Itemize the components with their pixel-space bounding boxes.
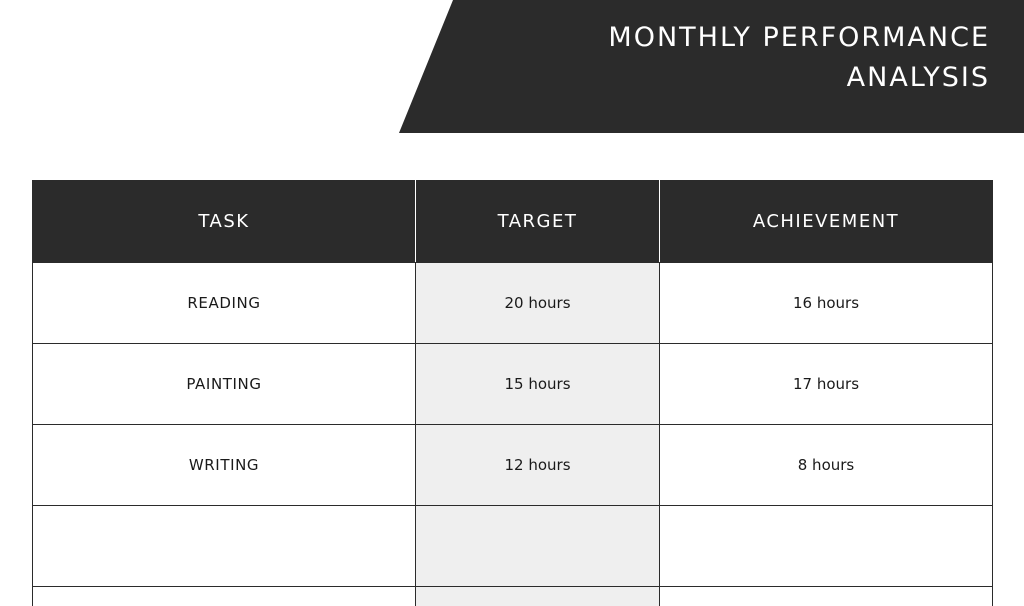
achievement-cell <box>660 506 993 587</box>
page-title <box>470 18 990 98</box>
table-body <box>33 263 993 606</box>
task-cell <box>33 506 416 587</box>
column-header-task: TASK <box>33 181 416 263</box>
target-cell: 12 hours <box>416 425 660 506</box>
task-cell <box>33 587 416 606</box>
page-title-line-2: ANALYSIS <box>846 62 990 93</box>
header-row <box>33 181 993 263</box>
task-cell: READING <box>33 263 416 344</box>
page-title-line-1: MONTHLY PERFORMANCE <box>608 22 990 53</box>
table-row <box>33 263 993 344</box>
achievement-cell <box>660 587 993 606</box>
target-cell: 20 hours <box>416 263 660 344</box>
target-cell: 15 hours <box>416 344 660 425</box>
achievement-cell: 16 hours <box>660 263 993 344</box>
task-cell: WRITING <box>33 425 416 506</box>
table-header <box>33 181 993 263</box>
table-row <box>33 587 993 606</box>
table-row <box>33 344 993 425</box>
achievement-cell: 8 hours <box>660 425 993 506</box>
table-row <box>33 425 993 506</box>
target-cell <box>416 506 660 587</box>
column-header-achievement: ACHIEVEMENT <box>660 181 993 263</box>
achievement-cell: 17 hours <box>660 344 993 425</box>
performance-table <box>32 180 993 606</box>
target-cell <box>416 587 660 606</box>
table-row <box>33 506 993 587</box>
column-header-target: TARGET <box>416 181 660 263</box>
task-cell: PAINTING <box>33 344 416 425</box>
